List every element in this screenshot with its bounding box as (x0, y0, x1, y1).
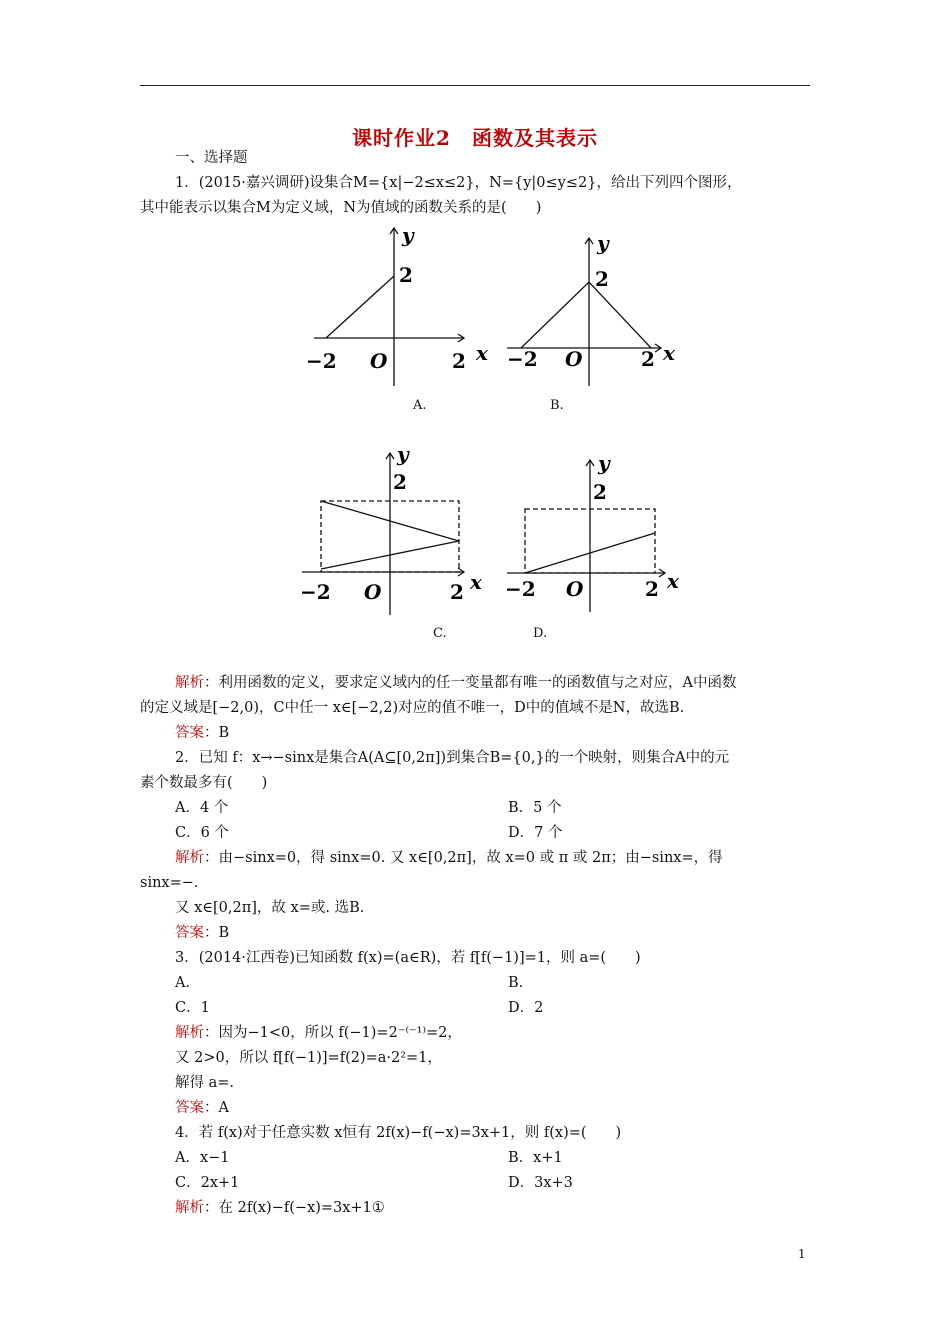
page-number: 1 (798, 1247, 806, 1261)
graph-c-caption: C. (433, 626, 447, 641)
q4-option-d: D．3x+3 (508, 1175, 573, 1191)
q3-option-a: A. (175, 975, 191, 991)
graph-d-tick-neg2: −2 (505, 577, 536, 601)
q3-solution-line3: 解得 a=. (175, 1075, 235, 1091)
q1-solution-line1 (175, 673, 736, 693)
graph-d-caption: D. (533, 626, 548, 641)
graph-a-caption: A. (413, 398, 427, 413)
q3-solution-text1: ：因为−1<0，所以 f(−1)=2⁻⁽⁻¹⁾=2， (204, 1025, 462, 1041)
graph-a-y-label: y (402, 223, 414, 247)
graph-b-tick-neg2: −2 (507, 347, 538, 371)
answer-label: 答案 (175, 925, 204, 941)
graph-a-tick-2x: 2 (452, 349, 466, 373)
q3-solution-line2: 又 2>0，所以 f[f(−1)]=f(2)=a·2²=1， (175, 1050, 442, 1066)
graph-d-origin: O (566, 577, 584, 601)
q1-solution-text1: ：利用函数的定义，要求定义域内的任一变量都有唯一的函数值与之对应，A中函数 (204, 675, 737, 691)
graph-b-tick-2x: 2 (641, 347, 655, 371)
graph-c-y-label: y (397, 442, 409, 466)
answer-label: 答案 (175, 1100, 204, 1116)
q2-stem-line2: 素个数最多有( ) (140, 775, 268, 791)
q4-option-b: B．x+1 (508, 1150, 563, 1166)
q1-stem-line1: 1．(2015·嘉兴调研)设集合M={x|−2≤x≤2}，N={y|0≤y≤2}，给出下列四个图形， (175, 175, 742, 191)
graph-b-origin: O (565, 347, 583, 371)
q2-solution-line1 (175, 848, 723, 868)
q3-answer (175, 1098, 229, 1118)
q2-answer (175, 923, 229, 943)
graph-a-origin: O (370, 349, 388, 373)
section-heading: 一、选择题 (175, 150, 248, 166)
graph-b-tick-2y: 2 (595, 267, 609, 291)
q2-option-a: A．4 个 (175, 800, 229, 816)
solution-label: 解析 (175, 850, 204, 866)
graph-b-x-label: x (663, 341, 675, 365)
q2-solution-line2: sinx=−. (140, 875, 199, 891)
graph-a-line (326, 276, 394, 338)
graph-a (300, 222, 500, 392)
graph-c-tick-2x: 2 (450, 580, 464, 604)
q4-option-a: A．x−1 (175, 1150, 230, 1166)
graph-b-y-label: y (597, 231, 609, 255)
q1-answer (175, 723, 229, 743)
q3-solution-line1 (175, 1023, 462, 1043)
q2-solution-line3: 又 x∈[0,2π]，故 x=或. 选B. (175, 900, 365, 916)
q2-option-c: C．6 个 (175, 825, 229, 841)
q3-option-b: B. (508, 975, 524, 991)
solution-label: 解析 (175, 1025, 204, 1041)
graph-c-tick-2y: 2 (393, 470, 407, 494)
graph-c-tick-neg2: −2 (300, 580, 331, 604)
graph-a-tick-neg2: −2 (306, 349, 337, 373)
graph-b-caption: B. (550, 398, 564, 413)
solution-label: 解析 (175, 675, 204, 691)
graph-c-origin: O (364, 580, 382, 604)
graph-d-tick-2x: 2 (645, 577, 659, 601)
header-rule (140, 85, 810, 86)
q1-answer-value: ：B (204, 725, 230, 741)
graph-d (505, 452, 685, 617)
q3-answer-value: ：A (204, 1100, 229, 1116)
q2-answer-value: ：B (204, 925, 230, 941)
page-title: 课时作业2 函数及其表示 (352, 126, 598, 150)
q1-solution-line2: 的定义域是[−2,0)，C中任一 x∈[−2,2)对应的值不唯一，D中的值域不是N，故选B. (140, 700, 685, 716)
graph-d-x-label: x (667, 569, 679, 593)
q3-option-d: D．2 (508, 1000, 544, 1016)
graph-d-tick-2y: 2 (593, 480, 607, 504)
q2-stem-line1: 2．已知 f：x→−sinx是集合A(A⊆[0,2π])到集合B={0,}的一个映射，则集合A中的元 (175, 750, 730, 766)
q3-option-c: C．1 (175, 1000, 210, 1016)
graph-d-y-label: y (598, 451, 610, 475)
graph-b (505, 230, 685, 390)
q4-stem: 4．若 f(x)对于任意实数 x恒有 2f(x)−f(−x)=3x+1，则 f(x)=( ) (175, 1125, 622, 1141)
graph-c (300, 443, 500, 618)
q4-option-c: C．2x+1 (175, 1175, 240, 1191)
graph-a-x-label: x (476, 341, 488, 365)
graph-a-tick-2y: 2 (399, 263, 413, 287)
graph-b-lines (521, 282, 651, 348)
solution-label: 解析 (175, 1200, 204, 1216)
q2-option-d: D．7 个 (508, 825, 563, 841)
q4-solution-text: ：在 2f(x)−f(−x)=3x+1① (204, 1200, 385, 1216)
q4-solution-line1 (175, 1198, 385, 1218)
graph-c-x-label: x (470, 570, 482, 594)
q1-stem-line2: 其中能表示以集合M为定义域，N为值域的函数关系的是( ) (140, 200, 542, 216)
q2-solution-text1: ：由−sinx=0，得 sinx=0. 又 x∈[0,2π]，故 x=0 或 π 或 2π；由−sinx=，得 (204, 850, 723, 866)
q3-stem: 3．(2014·江西卷)已知函数 f(x)=(a∈R)，若 f[f(−1)]=1，则 a=( ) (175, 950, 641, 966)
q2-option-b: B．5 个 (508, 800, 562, 816)
answer-label: 答案 (175, 725, 204, 741)
